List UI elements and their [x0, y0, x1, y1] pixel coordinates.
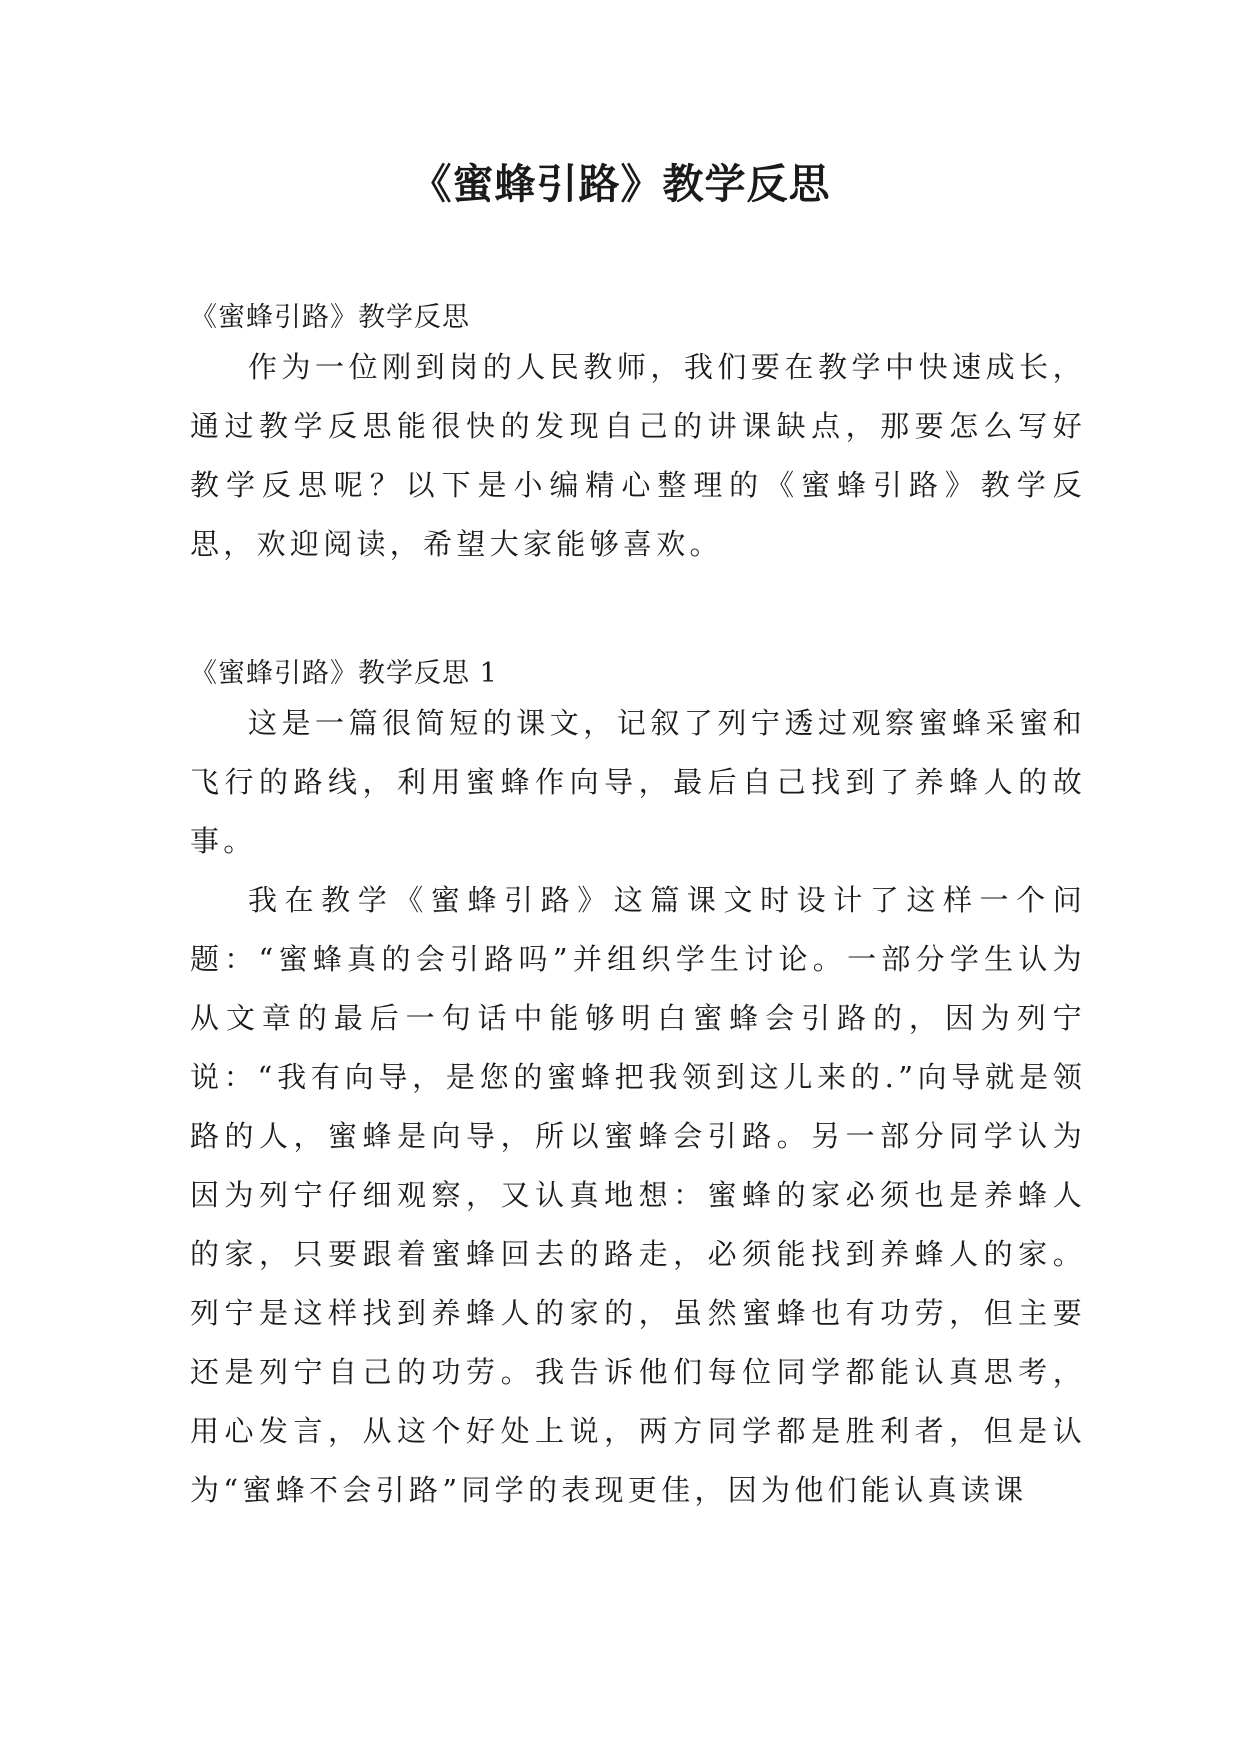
- intro-paragraph: 作为一位刚到岗的人民教师，我们要在教学中快速成长，通过教学反思能很快的发现自己的讲课缺点，那要怎么写好教学反思呢？以下是小编精心整理的《蜜蜂引路》教学反思，欢迎阅读，希望大家能够喜欢。: [190, 350, 1086, 561]
- document-title: 《蜜蜂引路》教学反思: [410, 160, 831, 208]
- section-1-paragraph-1: 这是一篇很简短的课文，记叙了列宁透过观察蜜蜂采蜜和飞行的路线，利用蜜蜂作向导，最后自己找到了养蜂人的故事。: [190, 706, 1086, 858]
- section-1-heading: 《蜜蜂引路》教学反思 1: [190, 658, 498, 689]
- document-subtitle: 《蜜蜂引路》教学反思: [190, 302, 470, 333]
- section-1-paragraph-2: 我在教学《蜜蜂引路》这篇课文时设计了这样一个问题：“蜜蜂真的会引路吗”并组织学生讨论。一部分学生认为从文章的最后一句话中能够明白蜜蜂会引路的，因为列宁说：“我有向导，是您的蜜蜂把我领到这儿来的.”向导就是领路的人，蜜蜂是向导，所以蜜蜂会引路。另一部分同学认为因为列宁仔细观察，又认真地想：蜜蜂的家必须也是养蜂人的家，只要跟着蜜蜂回去的路走，必须能找到养蜂人的家。列宁是这样找到养蜂人的家的，虽然蜜蜂也有功劳，但主要还是列宁自己的功劳。我告诉他们每位同学都能认真思考，用心发言，从这个好处上说，两方同学都是胜利者，但是认为“蜜蜂不会引路”同学的表现更佳，因为他们能认真读课: [190, 883, 1086, 1507]
